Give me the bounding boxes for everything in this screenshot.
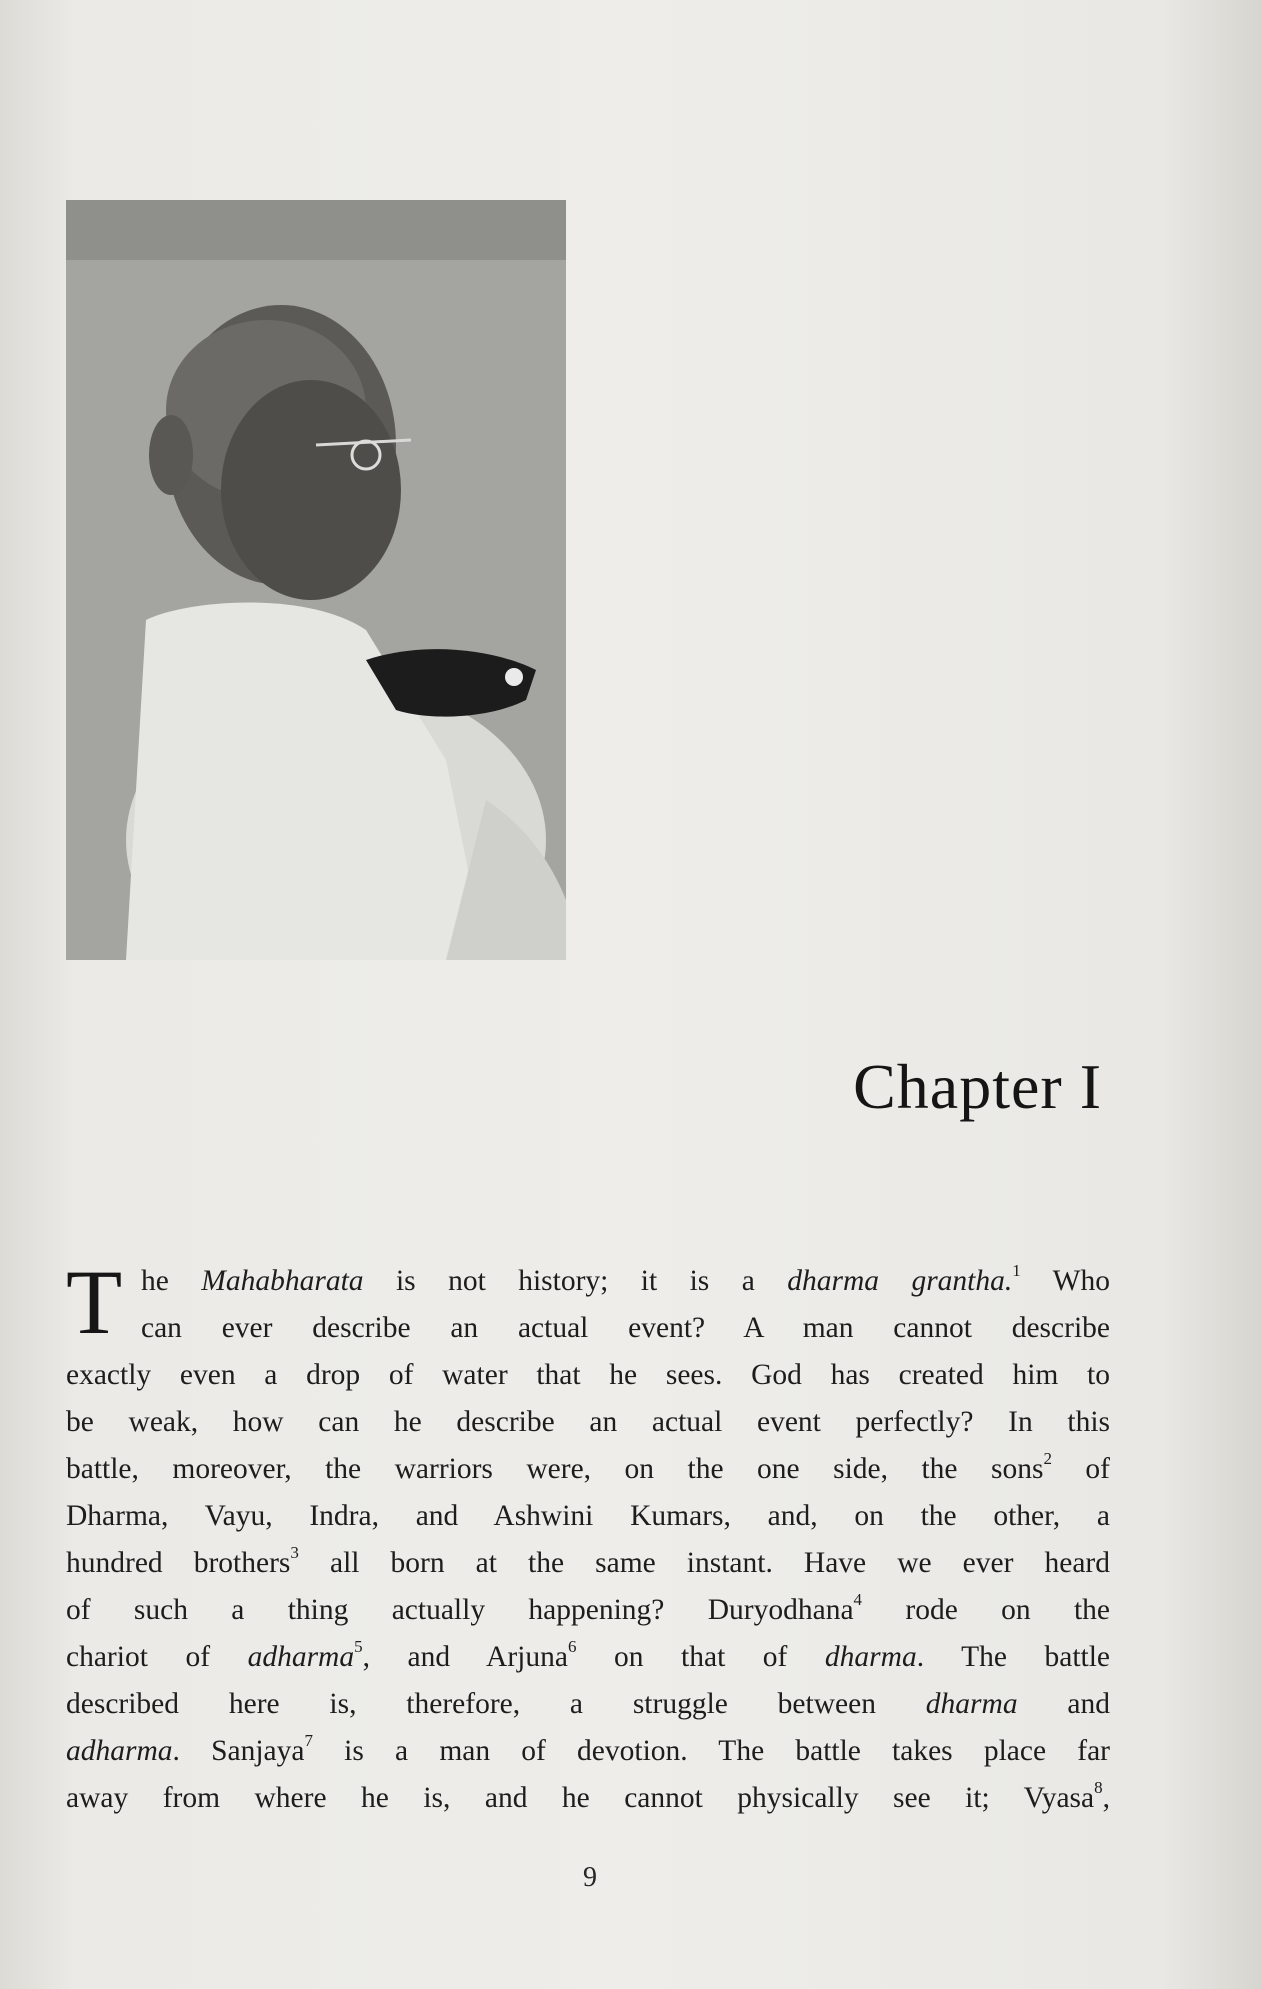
footnote-ref: 5 xyxy=(354,1637,363,1656)
text-line-9: chariot of adharma$^5$, and Arjuna$^6$ on that of dharma. The battle xyxy=(66,1637,1111,1673)
page-number: 9 xyxy=(583,1862,597,1893)
text-line-5: battle, moreover, the warriors were, on the one side, the sons$^2$ of xyxy=(66,1449,1110,1485)
footnote-ref: 7 xyxy=(304,1731,313,1750)
portrait-photo xyxy=(66,200,566,960)
text-line-1: he Mahabharata is not history; it is a dharma grantha.$^1$ Who xyxy=(141,1261,1111,1297)
text-line-6: Dharma, Vayu, Indra, and Ashwini Kumars, and, on the other, a xyxy=(66,1500,1110,1532)
drop-cap: T xyxy=(66,1251,123,1353)
chapter-title: Chapter I xyxy=(853,1051,1102,1122)
footnote-ref: 3 xyxy=(290,1543,299,1562)
photo-illustration xyxy=(66,200,566,960)
text-line-7: hundred brothers$^3$ all born at the same instant. Have we ever heard xyxy=(66,1543,1110,1579)
text-line-10: described here is, therefore, a struggle between dharma and xyxy=(66,1688,1110,1720)
footnote-ref: 4 xyxy=(853,1590,863,1609)
footnote-ref: 1 xyxy=(1012,1261,1021,1280)
text-line-8: of such a thing actually happening? Duryodhana$^4$ rode on the xyxy=(66,1590,1110,1626)
text-line-4: be weak, how can he describe an actual event perfectly? In this xyxy=(66,1406,1110,1438)
text-line-3: exactly even a drop of water that he sees. God has created him to xyxy=(66,1359,1110,1391)
text-line-11: adharma. Sanjaya$^7$ is a man of devotion. The battle takes place far xyxy=(66,1731,1110,1767)
text-line-2: can ever describe an actual event? A man cannot describe xyxy=(141,1312,1110,1344)
text-line-12: away from where he is, and he cannot physically see it; Vyasa$^8$, xyxy=(66,1778,1110,1814)
footnote-ref: 2 xyxy=(1043,1449,1052,1468)
footnote-ref: 8 xyxy=(1094,1778,1103,1797)
body-paragraph xyxy=(66,1251,1111,1822)
footnote-ref: 6 xyxy=(567,1637,577,1656)
